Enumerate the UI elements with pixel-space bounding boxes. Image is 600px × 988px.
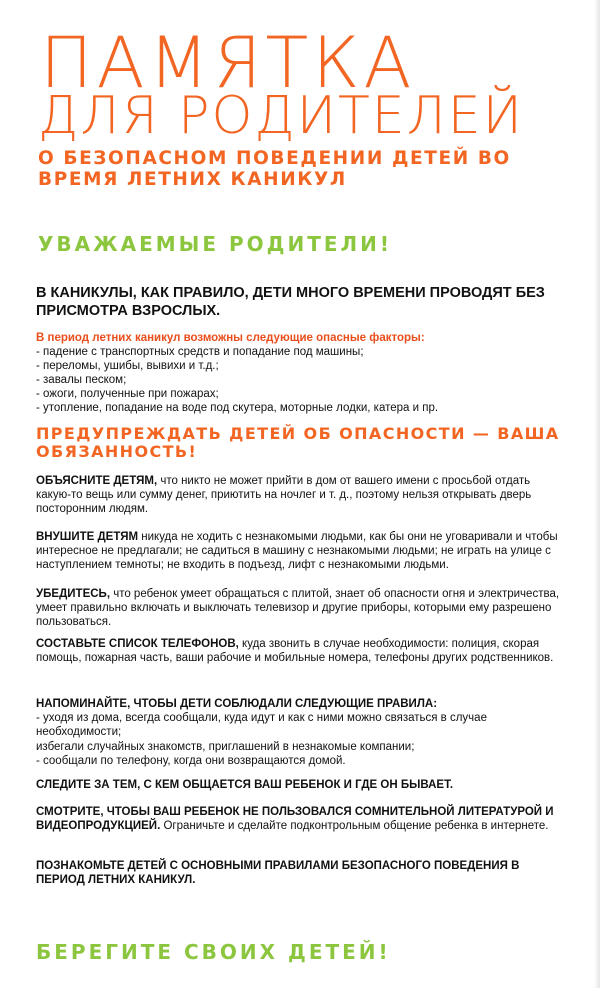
paragraph-text: куда звонить в случае необходимости: полиция, скорая помощь, пожарная часть, ваши рабочие и мобильные номера, телефоны других родственников. <box>36 638 554 665</box>
title-line-2: ДЛЯ РОДИТЕЛЕЙ <box>38 86 524 146</box>
danger-factors-list <box>36 345 576 415</box>
paragraph-lead: УБЕДИТЕСЬ, <box>36 588 111 600</box>
watch-paragraph: СЛЕДИТЕ ЗА ТЕМ, С КЕМ ОБЩАЕТСЯ ВАШ РЕБЕНОК И ГДЕ ОН БЫВАЕТ. <box>36 779 454 791</box>
list-item: - падение с транспортных средств и попадание под машины; <box>36 346 364 358</box>
list-item: - сообщали по телефону, когда они возвращаются домой. <box>36 754 346 767</box>
paragraph-text: что никто не может прийти в дом от вашего имени с просьбой отдать какую-то вещь или сумму денег, приютить на ночлег и т. д., поэтому нельзя открывать дверь посторонним людям. <box>36 475 532 516</box>
explain-paragraph <box>36 474 564 517</box>
paragraph-text: что ребенок умеет обращаться с плитой, знает об опасности огня и электричества, умеет правильно включать и выключать телевизор и другие приборы, которыми ему разрешено пользоваться. <box>36 588 560 629</box>
subtitle: О БЕЗОПАСНОМ ПОВЕДЕНИИ ДЕТЕЙ ВО ВРЕМЯ ЛЕТНИХ КАНИКУЛ <box>38 148 511 190</box>
list-item: - ожоги, полученные при пожарах; <box>36 388 219 400</box>
paragraph-lead: СОСТАВЬТЕ СПИСОК ТЕЛЕФОНОВ, <box>36 638 239 650</box>
make-sure-paragraph <box>36 587 564 630</box>
page-edge-shadow <box>594 0 600 988</box>
intro-paragraph: В КАНИКУЛЫ, КАК ПРАВИЛО, ДЕТИ МНОГО ВРЕМЕНИ ПРОВОДЯТ БЕЗ ПРИСМОТРА ВЗРОСЛЫХ. <box>36 285 545 319</box>
instill-paragraph <box>36 530 564 573</box>
warning-heading: ПРЕДУПРЕЖДАТЬ ДЕТЕЙ ОБ ОПАСНОСТИ — ВАША ОБЯЗАННОСТЬ! <box>36 424 560 461</box>
remind-section <box>36 697 564 768</box>
list-item: - завалы песком; <box>36 374 127 386</box>
phones-paragraph <box>36 637 564 665</box>
rules-paragraph: ПОЗНАКОМЬТЕ ДЕТЕЙ С ОСНОВНЫМИ ПРАВИЛАМИ БЕЗОПАСНОГО ПОВЕДЕНИЯ В ПЕРИОД ЛЕТНИХ КАНИКУЛ. <box>36 860 520 887</box>
remind-list <box>36 711 564 768</box>
paragraph-text: никуда не ходить с незнакомыми людьми, как бы они не уговаривали и чтобы интересное не предлагали; не садиться в машину с незнакомыми людьми; не играть на улице с наступлением темноты; не входить в подъезд, лифт с незнакомыми людьми. <box>36 531 558 572</box>
paragraph-lead: ОБЪЯСНИТЕ ДЕТЯМ, <box>36 475 158 487</box>
greeting-heading: УВАЖАЕМЫЕ РОДИТЕЛИ! <box>38 232 393 256</box>
paragraph-lead: ВНУШИТЕ ДЕТЯМ <box>36 531 139 543</box>
list-item: избегали случайных знакомств, приглашений в незнакомые компании; <box>36 740 415 753</box>
danger-factors-heading: В период летних каникул возможны следующие опасные факторы: <box>36 332 425 344</box>
list-item: - утопление, попадание на воде под скутера, моторные лодки, катера и пр. <box>36 402 439 414</box>
paragraph-lead: НАПОМИНАЙТЕ, ЧТОБЫ ДЕТИ СОБЛЮДАЛИ СЛЕДУЮЩИЕ ПРАВИЛА: <box>36 698 438 710</box>
list-item: - уходя из дома, всегда сообщали, куда идут и как с ними можно связаться в случае необходимости; <box>36 712 487 739</box>
media-paragraph <box>36 805 564 833</box>
danger-factors-section <box>36 331 576 415</box>
title-line-1: ПАМЯТКА <box>40 22 416 104</box>
paragraph-text: Ограничьте и сделайте подконтрольным общение ребенка в интернете. <box>160 820 549 833</box>
closing-heading: БЕРЕГИТЕ СВОИХ ДЕТЕЙ! <box>36 940 391 964</box>
list-item: - переломы, ушибы, вывихи и т.д.; <box>36 360 219 372</box>
paragraph-lead: СМОТРИТЕ, ЧТОБЫ ВАШ РЕБЕНОК НЕ ПОЛЬЗОВАЛСЯ СОМНИТЕЛЬНОЙ ЛИТЕРАТУРОЙ И ВИДЕОПРОДУКЦИЕЙ. <box>36 806 554 833</box>
